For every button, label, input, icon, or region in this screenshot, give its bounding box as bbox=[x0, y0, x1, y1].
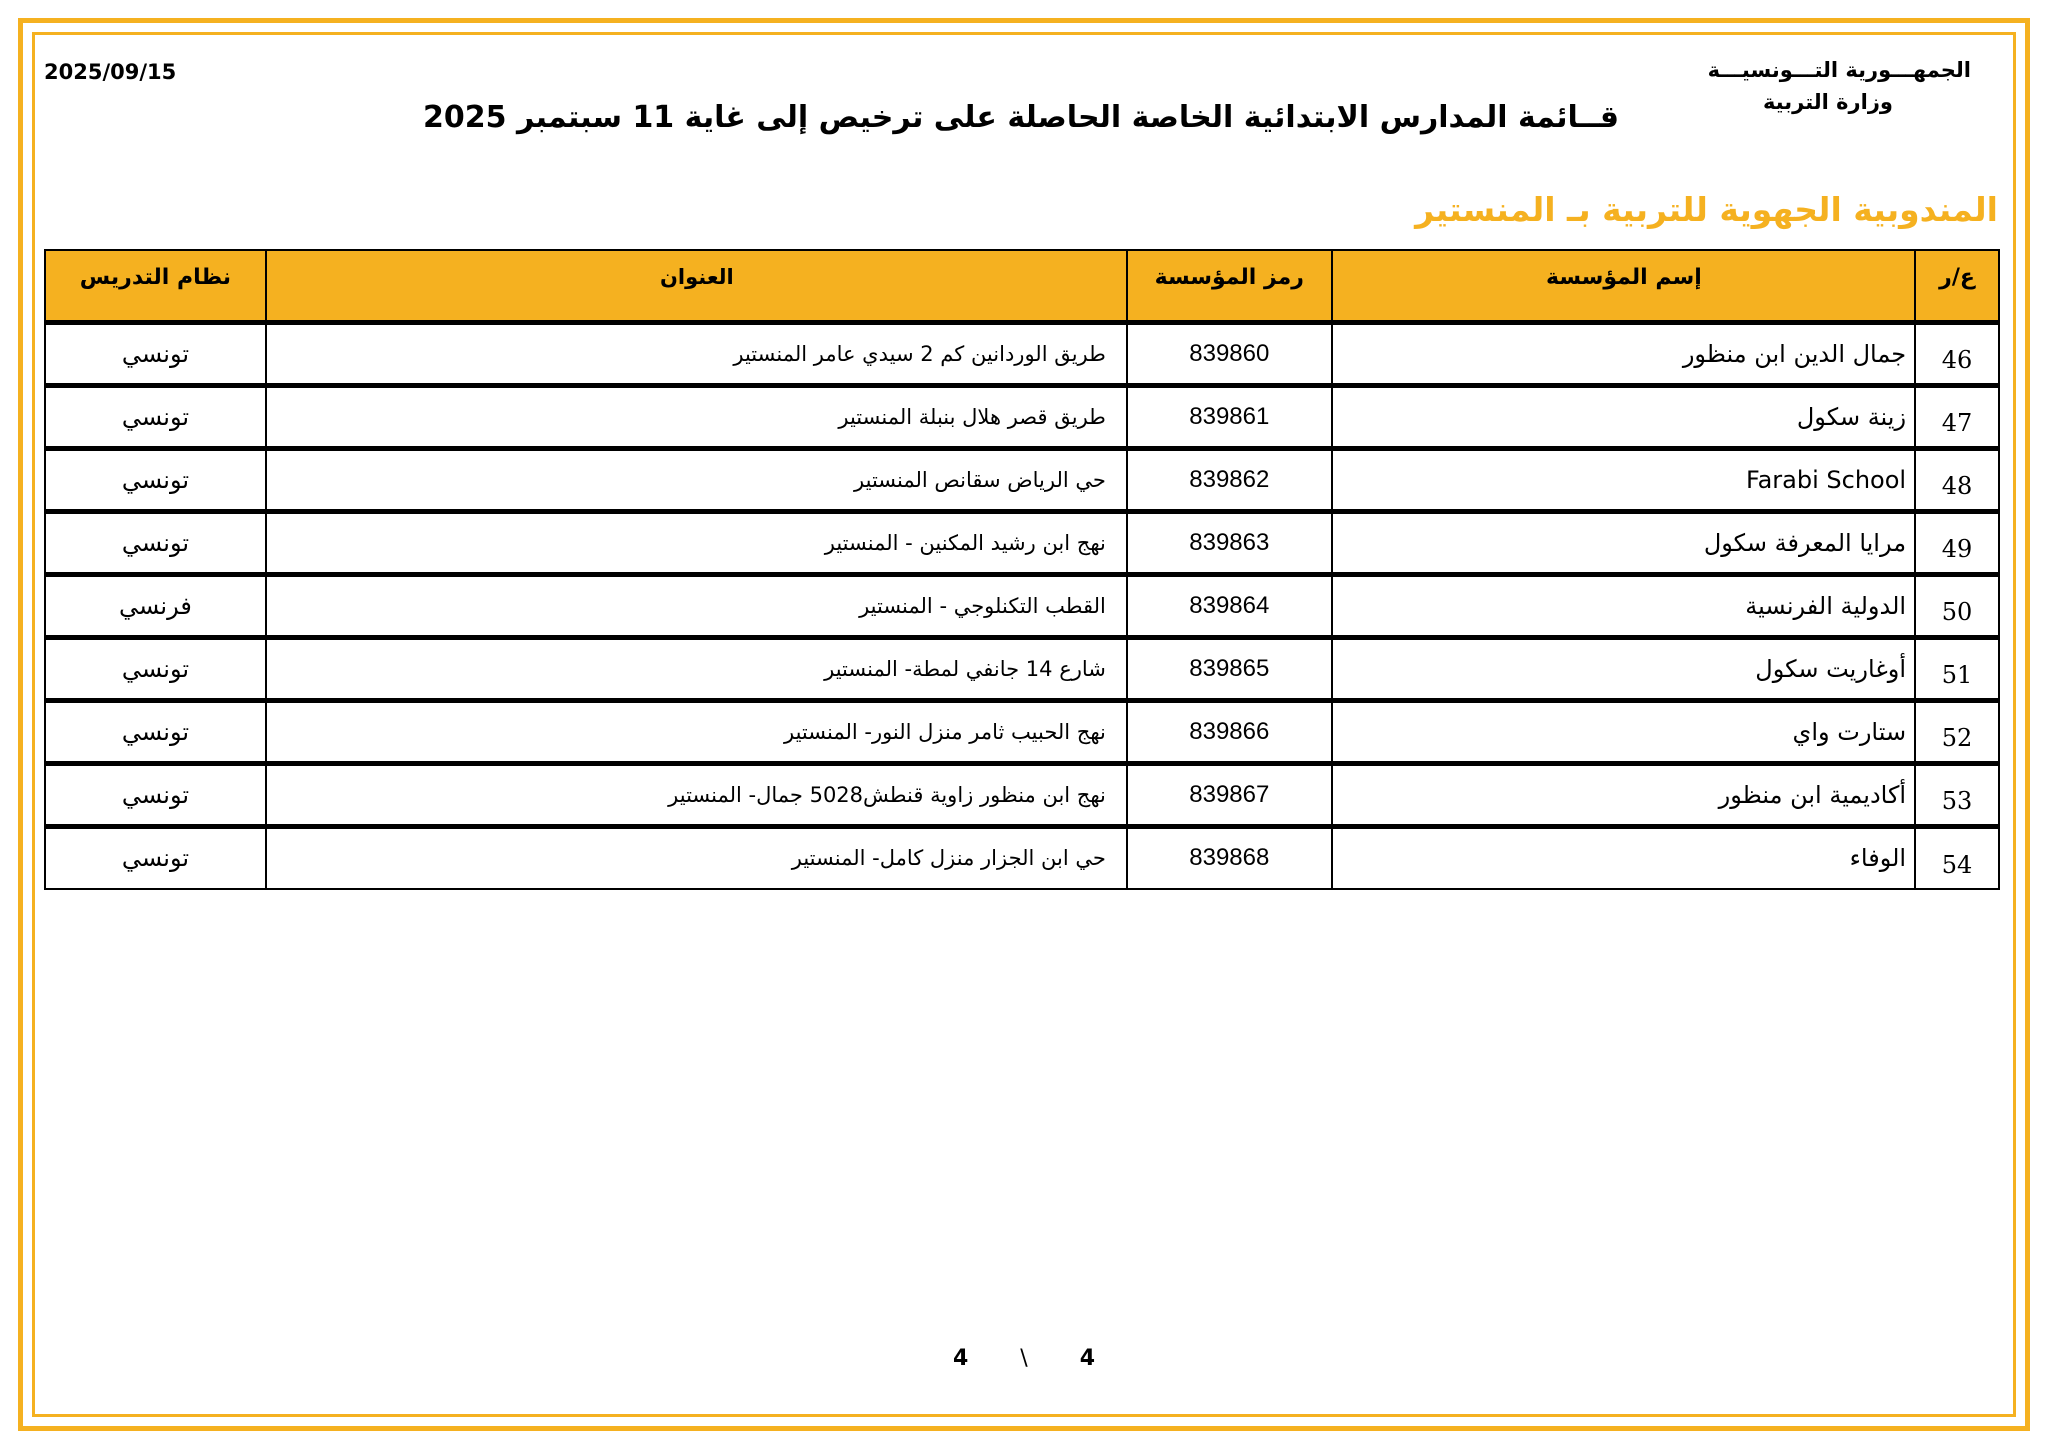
cell-address: نهج ابن رشيد المكنين - المنستير bbox=[266, 511, 1127, 574]
cell-code: 839864 bbox=[1127, 574, 1332, 637]
table-row bbox=[45, 637, 1999, 700]
cell-address: نهج الحبيب ثامر منزل النور- المنستير bbox=[266, 700, 1127, 763]
cell-name: مرايا المعرفة سكول bbox=[1332, 511, 1915, 574]
schools-table bbox=[44, 249, 2000, 890]
cell-address: القطب التكنلوجي - المنستير bbox=[266, 574, 1127, 637]
cell-system: تونسي bbox=[45, 511, 266, 574]
page-current: 4 bbox=[1079, 1346, 1096, 1371]
page-total: 4 bbox=[952, 1346, 969, 1371]
table-row bbox=[45, 448, 1999, 511]
cell-code: 839860 bbox=[1127, 322, 1332, 385]
table-row bbox=[45, 511, 1999, 574]
cell-address: حي ابن الجزار منزل كامل- المنستير bbox=[266, 826, 1127, 889]
page-indicator bbox=[0, 1346, 2048, 1371]
cell-name: ستارت واي bbox=[1332, 700, 1915, 763]
cell-name: أكاديمية ابن منظور bbox=[1332, 763, 1915, 826]
cell-code: 839865 bbox=[1127, 637, 1332, 700]
cell-number: 47 bbox=[1915, 385, 1999, 448]
cell-system: تونسي bbox=[45, 700, 266, 763]
cell-code: 839868 bbox=[1127, 826, 1332, 889]
cell-name: جمال الدين ابن منظور bbox=[1332, 322, 1915, 385]
cell-name: Farabi School bbox=[1332, 448, 1915, 511]
ministry-name: وزارة التربية bbox=[1762, 90, 1893, 114]
cell-code: 839861 bbox=[1127, 385, 1332, 448]
cell-system: تونسي bbox=[45, 826, 266, 889]
cell-address: شارع 14 جانفي لمطة- المنستير bbox=[266, 637, 1127, 700]
column-header-code: رمز المؤسسة bbox=[1127, 250, 1332, 322]
column-header-address: العنوان bbox=[266, 250, 1127, 322]
page-separator: \ bbox=[1020, 1346, 1028, 1371]
cell-address: نهج ابن منظور زاوية قنطش5028 جمال- المنستير bbox=[266, 763, 1127, 826]
cell-name: الدولية الفرنسية bbox=[1332, 574, 1915, 637]
cell-number: 51 bbox=[1915, 637, 1999, 700]
table-row bbox=[45, 700, 1999, 763]
cell-system: تونسي bbox=[45, 385, 266, 448]
cell-code: 839867 bbox=[1127, 763, 1332, 826]
cell-address: حي الرياض سقانص المنستير bbox=[266, 448, 1127, 511]
table-row bbox=[45, 322, 1999, 385]
cell-code: 839862 bbox=[1127, 448, 1332, 511]
table-row bbox=[45, 763, 1999, 826]
table-header-row bbox=[45, 250, 1999, 322]
cell-number: 54 bbox=[1915, 826, 1999, 889]
cell-number: 52 bbox=[1915, 700, 1999, 763]
column-header-system: نظام التدريس bbox=[45, 250, 266, 322]
cell-system: تونسي bbox=[45, 448, 266, 511]
cell-system: تونسي bbox=[45, 763, 266, 826]
cell-code: 839863 bbox=[1127, 511, 1332, 574]
region-heading: المندوبية الجهوية للتربية بـ المنستير bbox=[1415, 190, 1998, 229]
republic-name: الجمهـــورية التـــونسيـــة bbox=[1707, 58, 1971, 82]
document-title bbox=[0, 100, 2048, 135]
table-row bbox=[45, 826, 1999, 889]
column-header-name: إسم المؤسسة bbox=[1332, 250, 1915, 322]
cell-number: 49 bbox=[1915, 511, 1999, 574]
cell-system: تونسي bbox=[45, 637, 266, 700]
cell-name: زينة سكول bbox=[1332, 385, 1915, 448]
document-title-text: قــائمة المدارس الابتدائية الخاصة الحاصلة على ترخيص إلى غاية 11 سبتمبر 2025 bbox=[423, 100, 1619, 135]
document-date: 2025/09/15 bbox=[44, 60, 177, 84]
table-row bbox=[45, 385, 1999, 448]
cell-number: 53 bbox=[1915, 763, 1999, 826]
cell-code: 839866 bbox=[1127, 700, 1332, 763]
cell-name: الوفاء bbox=[1332, 826, 1915, 889]
cell-number: 46 bbox=[1915, 322, 1999, 385]
cell-number: 48 bbox=[1915, 448, 1999, 511]
cell-address: طريق قصر هلال بنبلة المنستير bbox=[266, 385, 1127, 448]
table-row bbox=[45, 574, 1999, 637]
column-header-number: ع/ر bbox=[1915, 250, 1999, 322]
cell-address: طريق الوردانين كم 2 سيدي عامر المنستير bbox=[266, 322, 1127, 385]
cell-system: فرنسي bbox=[45, 574, 266, 637]
cell-name: أوغاريت سكول bbox=[1332, 637, 1915, 700]
cell-number: 50 bbox=[1915, 574, 1999, 637]
cell-system: تونسي bbox=[45, 322, 266, 385]
